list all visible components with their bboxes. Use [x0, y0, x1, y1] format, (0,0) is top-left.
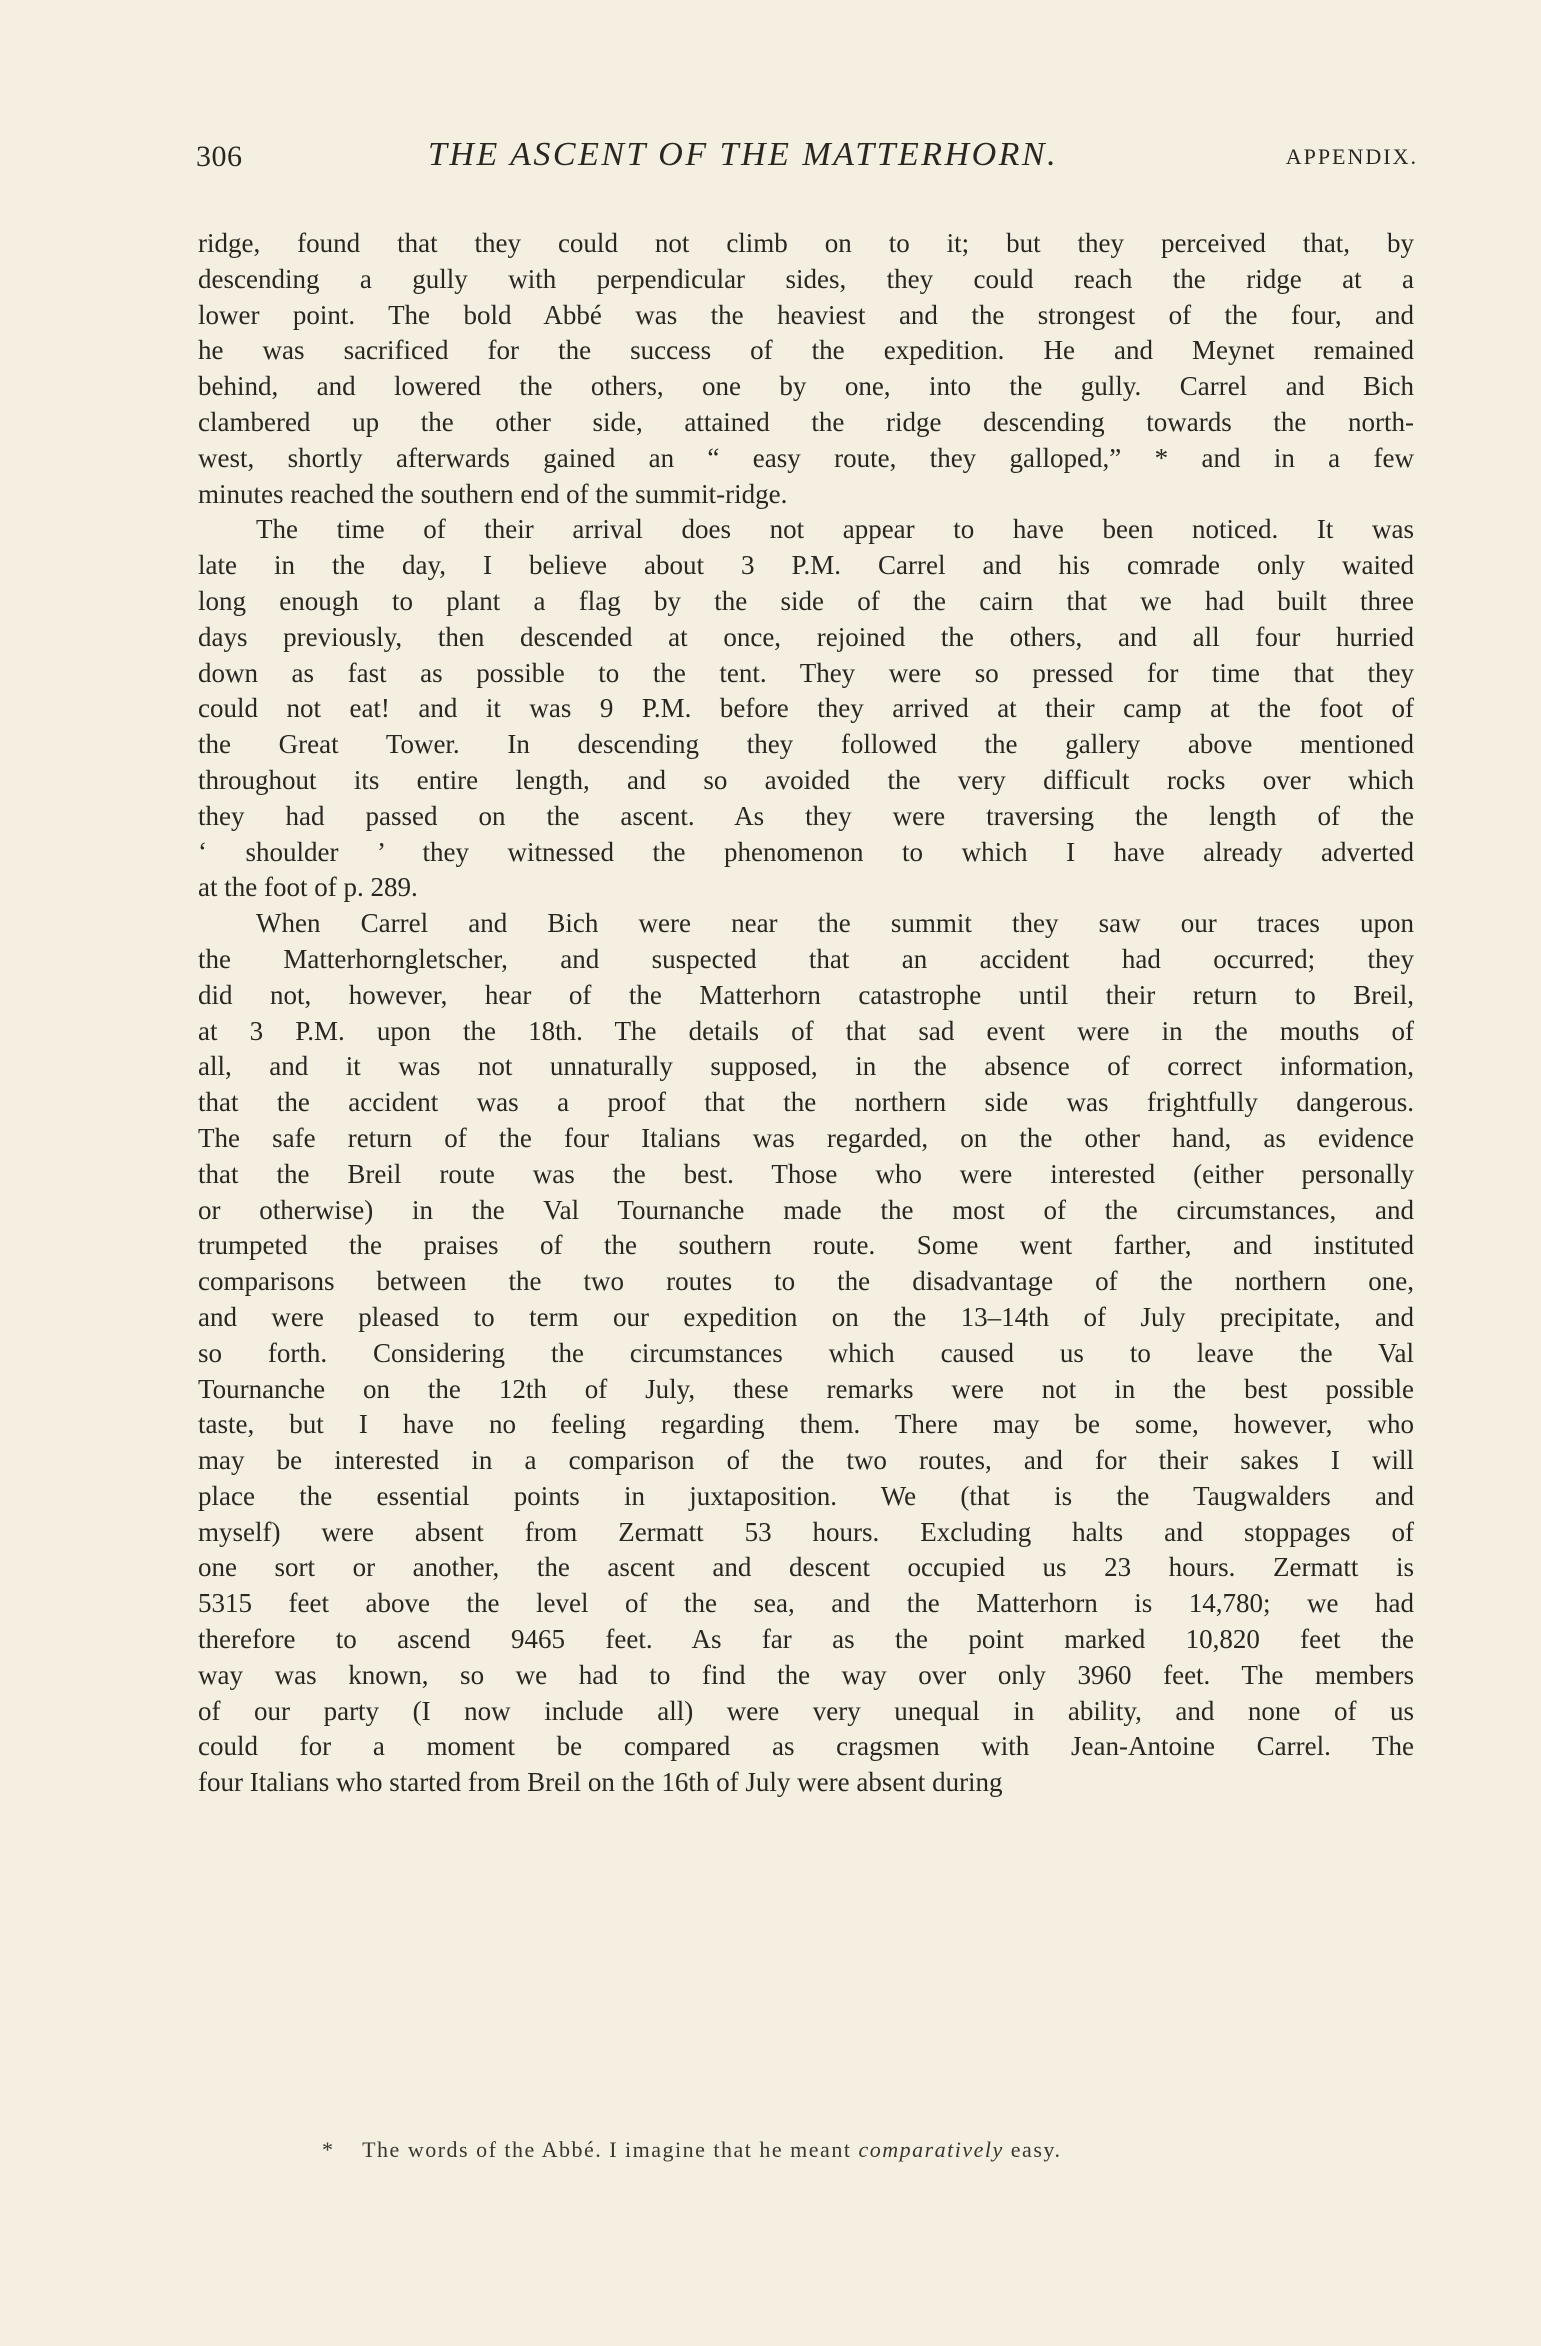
- paragraph: [198, 512, 1414, 906]
- text-line: could for a moment be compared as cragsmen with Jean-Antoine Carrel. The: [198, 1731, 1414, 1762]
- footnote-text: The words of the Abbé. I imagine that he meant: [362, 2137, 852, 2162]
- text-line: lower point. The bold Abbé was the heaviest and the strongest of the four, and: [198, 299, 1414, 330]
- text-line: he was sacrificed for the success of the expedition. He and Meynet remained: [198, 335, 1414, 366]
- text-line: place the essential points in juxtaposition. We (that is the Taugwalders and: [198, 1480, 1414, 1511]
- text-line: therefore to ascend 9465 feet. As far as the point marked 10,820 feet the: [198, 1624, 1414, 1655]
- text-line: could not eat! and it was 9 P.M. before they arrived at their camp at the foot of: [198, 693, 1414, 724]
- text-line: Tournanche on the 12th of July, these remarks were not in the best possible: [198, 1373, 1414, 1404]
- text-line: all, and it was not unnaturally supposed, in the absence of correct information,: [198, 1051, 1414, 1082]
- text-line: or otherwise) in the Val Tournanche made the most of the circumstances, and: [198, 1194, 1414, 1225]
- text-line: taste, but I have no feeling regarding them. There may be some, however, who: [198, 1409, 1414, 1440]
- footnote-text-end: easy.: [1010, 2137, 1062, 2162]
- text-line: comparisons between the two routes to the disadvantage of the northern one,: [198, 1266, 1414, 1297]
- text-line: at 3 P.M. upon the 18th. The details of that sad event were in the mouths of: [198, 1015, 1414, 1046]
- text-line: The safe return of the four Italians was regarded, on the other hand, as evidence: [198, 1122, 1414, 1153]
- text-line: west, shortly afterwards gained an “ easy route, they galloped,” * and in a few: [198, 442, 1414, 473]
- section-label: APPENDIX.: [1285, 144, 1418, 169]
- text-line: 5315 feet above the level of the sea, and the Matterhorn is 14,780; we had: [198, 1588, 1414, 1619]
- text-line: that the accident was a proof that the northern side was frightfully dangerous.: [198, 1087, 1414, 1118]
- running-header: [196, 136, 1418, 186]
- text-line: ridge, found that they could not climb on to it; but they perceived that, by: [198, 228, 1414, 258]
- footnote-emphasis: comparatively: [858, 2137, 1004, 2162]
- text-line: of our party (I now include all) were very unequal in ability, and none of us: [198, 1695, 1414, 1726]
- page-number: 306: [196, 140, 243, 173]
- text-line: behind, and lowered the others, one by one, into the gully. Carrel and Bich: [198, 371, 1414, 402]
- text-line: down as fast as possible to the tent. They were so pressed for time that they: [198, 657, 1414, 688]
- text-line: four Italians who started from Breil on the 16th of July were absent during: [198, 1767, 1003, 1798]
- running-title: THE ASCENT OF THE MATTERHORN.: [428, 136, 1059, 173]
- body-text: [198, 226, 1414, 1801]
- text-line: the Matterhorngletscher, and suspected that an accident had occurred; they: [198, 943, 1414, 974]
- text-line: days previously, then descended at once, rejoined the others, and all four hurried: [198, 621, 1414, 652]
- text-line: The time of their arrival does not appear to have been noticed. It was: [256, 514, 1414, 545]
- text-line: minutes reached the southern end of the summit-ridge.: [198, 478, 788, 509]
- text-line: that the Breil route was the best. Those who were interested (either personally: [198, 1158, 1414, 1189]
- text-line: did not, however, hear of the Matterhorn catastrophe until their return to Breil,: [198, 979, 1414, 1010]
- text-line: ‘ shoulder ’ they witnessed the phenomenon to which I have already adverted: [198, 836, 1414, 867]
- text-line: they had passed on the ascent. As they were traversing the length of the: [198, 800, 1414, 831]
- footnote-marker: *: [322, 2137, 335, 2162]
- text-line: and were pleased to term our expedition on the 13–14th of July precipitate, and: [198, 1301, 1414, 1332]
- text-line: throughout its entire length, and so avoided the very difficult rocks over which: [198, 764, 1414, 795]
- paragraph: [198, 226, 1414, 512]
- text-line: so forth. Considering the circumstances which caused us to leave the Val: [198, 1337, 1414, 1368]
- text-line: clambered up the other side, attained the ridge descending towards the north-: [198, 406, 1414, 437]
- text-line: at the foot of p. 289.: [198, 872, 418, 903]
- text-line: myself) were absent from Zermatt 53 hours. Excluding halts and stoppages of: [198, 1516, 1414, 1547]
- text-line: the Great Tower. In descending they followed the gallery above mentioned: [198, 729, 1414, 760]
- text-line: one sort or another, the ascent and descent occupied us 23 hours. Zermatt is: [198, 1552, 1414, 1583]
- text-line: way was known, so we had to find the way over only 3960 feet. The members: [198, 1659, 1414, 1690]
- text-line: When Carrel and Bich were near the summit they saw our traces upon: [256, 908, 1414, 939]
- footnote: [322, 2137, 1061, 2163]
- text-line: late in the day, I believe about 3 P.M. Carrel and his comrade only waited: [198, 550, 1414, 581]
- text-line: descending a gully with perpendicular sides, they could reach the ridge at a: [198, 263, 1414, 294]
- text-line: trumpeted the praises of the southern route. Some went farther, and instituted: [198, 1230, 1414, 1261]
- text-line: long enough to plant a flag by the side of the cairn that we had built three: [198, 585, 1414, 616]
- paragraph: [198, 906, 1414, 1801]
- text-line: may be interested in a comparison of the two routes, and for their sakes I will: [198, 1445, 1414, 1476]
